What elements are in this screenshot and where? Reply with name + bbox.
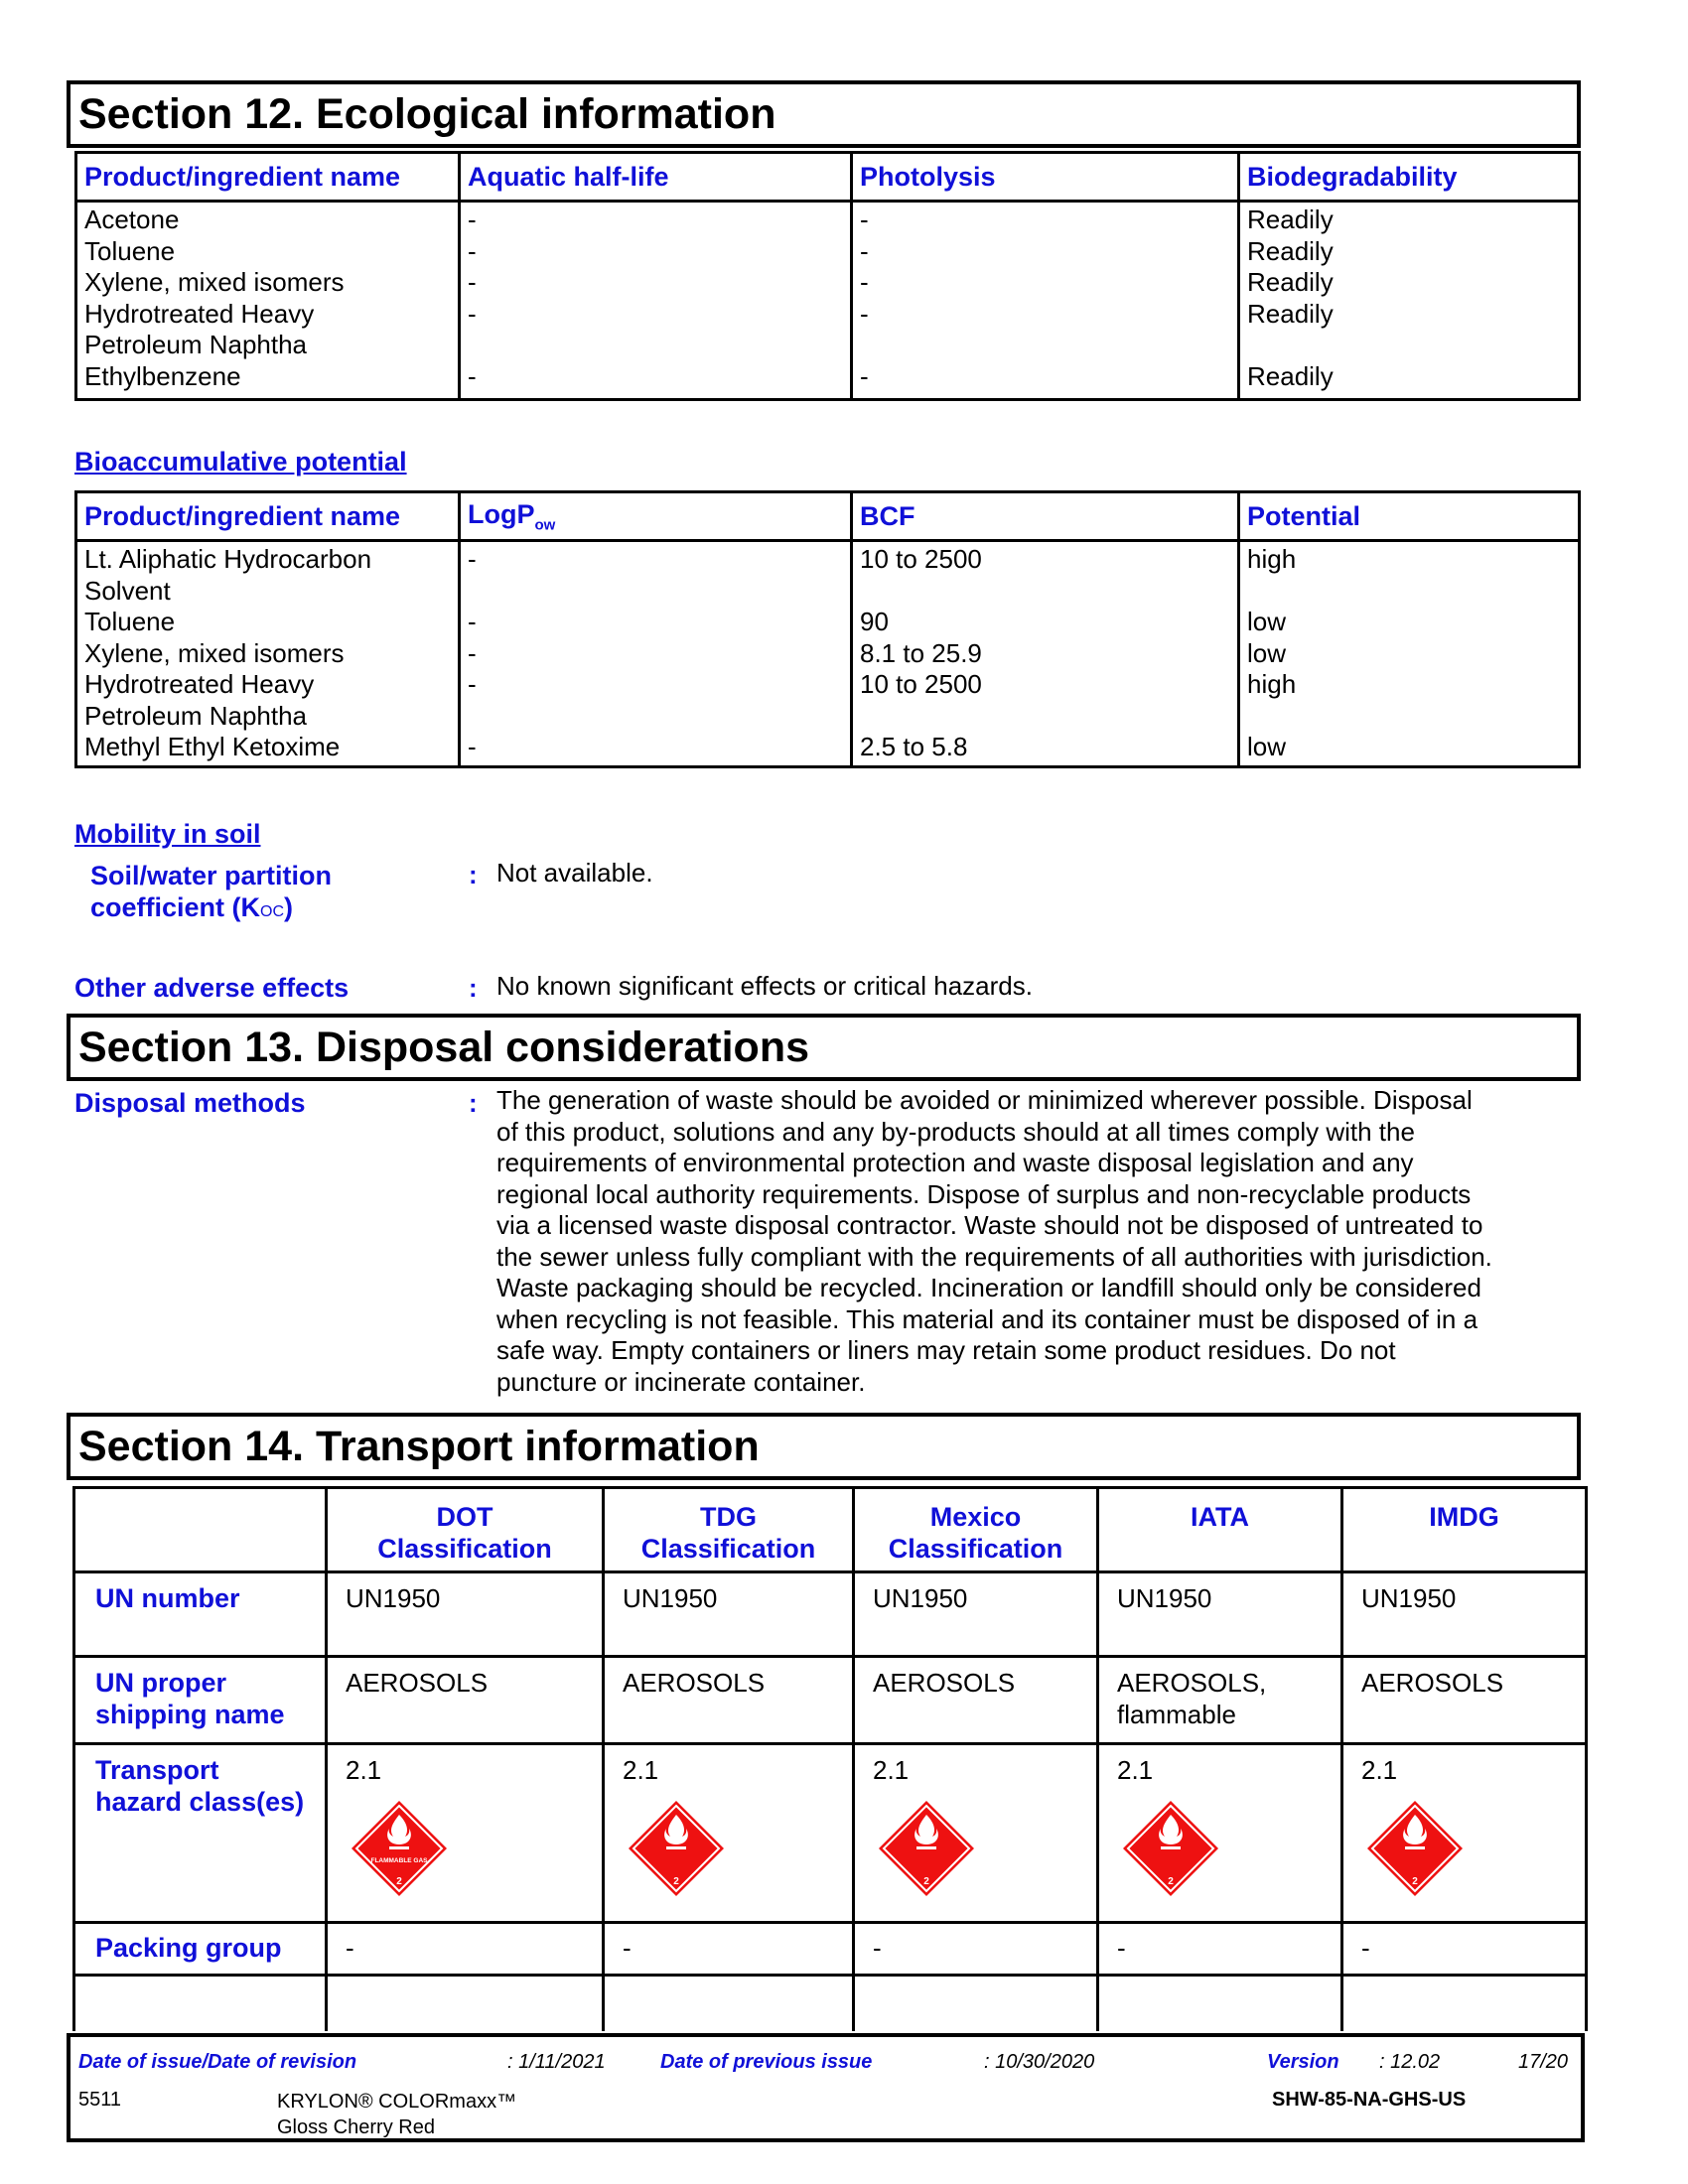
col-header-imdg bbox=[1342, 1488, 1587, 1572]
hazard-class-value: 2.1 bbox=[1361, 1755, 1398, 1785]
flammable-gas-placard-icon bbox=[1123, 1801, 1218, 1896]
potential-values bbox=[1239, 541, 1580, 767]
version-label: Version bbox=[1267, 2051, 1339, 2073]
row-label: UN number bbox=[74, 1572, 327, 1657]
soil-partition-value: Not available. bbox=[496, 858, 653, 887]
hazard-class-row bbox=[74, 1744, 1587, 1923]
label-line: hazard class(es) bbox=[95, 1786, 305, 1817]
cell: AEROSOLS bbox=[854, 1657, 1098, 1744]
cell: Hydrotreated Heavy Petroleum Naphtha bbox=[84, 298, 315, 359]
text-line: when recycling is not feasible. This material and its container must be disposed of in a bbox=[496, 1303, 1478, 1334]
cell: high bbox=[1247, 544, 1297, 574]
issue-date-label: Date of issue/Date of revision bbox=[78, 2051, 357, 2073]
transport-header-row bbox=[74, 1488, 1587, 1572]
cell bbox=[1342, 1744, 1587, 1923]
header-line: IMDG bbox=[1429, 1502, 1499, 1532]
text-line: requirements of environmental protection and waste disposal legislation and any bbox=[496, 1148, 1414, 1177]
text-line: The generation of waste should be avoided or minimized wherever possible. Disposal bbox=[496, 1085, 1473, 1115]
product-name-line: KRYLON® COLORmaxx™ bbox=[277, 2091, 517, 2113]
hazard-class-value: 2.1 bbox=[873, 1755, 910, 1785]
flammable-gas-placard-icon bbox=[352, 1801, 447, 1896]
un-number-row bbox=[74, 1572, 1587, 1657]
version-value: : 12.02 bbox=[1379, 2051, 1441, 2073]
cell bbox=[854, 1976, 1098, 2031]
hazard-class-value: 2.1 bbox=[623, 1755, 659, 1785]
page-footer bbox=[67, 2033, 1585, 2142]
cell bbox=[74, 1976, 327, 2031]
cell: AEROSOLS bbox=[327, 1657, 604, 1744]
col-header: Product/ingredient name bbox=[76, 492, 460, 541]
header-line: Mexico bbox=[929, 1502, 1022, 1532]
logp-subscript: ow bbox=[534, 516, 556, 534]
header-line: Classification bbox=[377, 1534, 552, 1564]
col-header: Product/ingredient name bbox=[76, 153, 460, 202]
col-header: BCF bbox=[852, 492, 1239, 541]
packing-group-row bbox=[74, 1923, 1587, 1976]
cell: UN1950 bbox=[1098, 1572, 1342, 1657]
bioaccumulative-table bbox=[74, 490, 1581, 768]
cell: Xylene, mixed isomers bbox=[84, 267, 345, 297]
cell: - bbox=[860, 205, 869, 234]
col-header: Biodegradability bbox=[1239, 153, 1580, 202]
cell: AEROSOLS bbox=[1342, 1657, 1587, 1744]
text-line: of this product, solutions and any by-products should at all times comply with the bbox=[496, 1116, 1415, 1147]
cell: Acetone bbox=[84, 205, 180, 234]
hazard-class-value: 2.1 bbox=[1117, 1755, 1154, 1785]
col-header-mexico bbox=[854, 1488, 1098, 1572]
empty-row bbox=[74, 1976, 1587, 2031]
cell: 10 to 2500 bbox=[860, 544, 982, 574]
cell: Xylene, mixed isomers bbox=[84, 637, 345, 668]
col-header-tdg bbox=[604, 1488, 854, 1572]
text-line: via a licensed waste disposal contractor. Waste should not be disposed of untreated to bbox=[496, 1210, 1483, 1240]
label-line: UN proper bbox=[95, 1668, 227, 1698]
col-header-dot bbox=[327, 1488, 604, 1572]
soil-label-subscript: OC bbox=[260, 903, 285, 920]
other-adverse-value: No known significant effects or critical hazards. bbox=[496, 971, 1033, 1001]
cell: - bbox=[854, 1923, 1098, 1976]
document-id: SHW-85-NA-GHS-US bbox=[1272, 2089, 1467, 2111]
cell bbox=[327, 1744, 604, 1923]
cell: - bbox=[468, 544, 477, 574]
logp-values bbox=[460, 541, 852, 767]
cell: low bbox=[1247, 732, 1287, 761]
product-code: 5511 bbox=[78, 2089, 122, 2111]
section-14-header bbox=[67, 1413, 1581, 1480]
cell bbox=[604, 1744, 854, 1923]
section-13-header bbox=[67, 1014, 1581, 1081]
colon: : bbox=[469, 973, 478, 1003]
cell: Toluene bbox=[84, 235, 176, 266]
colon: : bbox=[469, 1088, 478, 1118]
col-header bbox=[460, 492, 852, 541]
mobility-heading: Mobility in soil bbox=[74, 819, 261, 849]
cell: - bbox=[468, 298, 477, 329]
bcf-values bbox=[852, 541, 1239, 767]
aquatic-values bbox=[460, 202, 852, 400]
flammable-gas-placard-icon bbox=[629, 1801, 724, 1896]
cell: - bbox=[860, 235, 869, 266]
text-line: puncture or incinerate container. bbox=[496, 1366, 866, 1397]
cell: AEROSOLS, flammable bbox=[1098, 1657, 1342, 1744]
svg-text:FLAMMABLE GAS: FLAMMABLE GAS bbox=[370, 1856, 428, 1864]
ecological-table bbox=[74, 151, 1581, 401]
colon: : bbox=[469, 860, 478, 889]
cell: Readily bbox=[1247, 235, 1334, 266]
cell: UN1950 bbox=[327, 1572, 604, 1657]
cell: 10 to 2500 bbox=[860, 669, 982, 699]
cell bbox=[854, 1744, 1098, 1923]
cell: - bbox=[860, 360, 869, 391]
cell: UN1950 bbox=[1342, 1572, 1587, 1657]
bioaccumulative-heading: Bioaccumulative potential bbox=[74, 447, 407, 477]
cell: - bbox=[1098, 1923, 1342, 1976]
cell: low bbox=[1247, 607, 1287, 636]
row-label bbox=[74, 1657, 327, 1744]
shipping-name-row bbox=[74, 1657, 1587, 1744]
soil-label-text: coefficient (K bbox=[90, 892, 261, 922]
disposal-methods-text bbox=[496, 1085, 1492, 1398]
cell: - bbox=[468, 607, 477, 636]
cell: - bbox=[860, 267, 869, 297]
biodegradability-values bbox=[1239, 202, 1580, 400]
cell: - bbox=[468, 267, 477, 297]
text-line: regional local authority requirements. Dispose of surplus and non-recyclable products bbox=[496, 1178, 1472, 1209]
header-line: DOT bbox=[436, 1502, 493, 1532]
cell bbox=[1098, 1976, 1342, 2031]
cell: 2.5 to 5.8 bbox=[860, 732, 968, 761]
table-header-row bbox=[76, 492, 1580, 541]
logp-label: LogP bbox=[468, 498, 535, 529]
table-row bbox=[76, 541, 1580, 767]
transport-table bbox=[72, 1486, 1588, 2031]
soil-label-line1: Soil/water partition bbox=[90, 861, 333, 890]
header-line: IATA bbox=[1191, 1502, 1249, 1532]
hazard-class-value: 2.1 bbox=[346, 1755, 382, 1785]
text-line: Waste packaging should be recycled. Incineration or landfill should only be considered bbox=[496, 1273, 1481, 1302]
flammable-gas-placard-icon bbox=[879, 1801, 974, 1896]
cell bbox=[604, 1976, 854, 2031]
cell: Methyl Ethyl Ketoxime bbox=[84, 732, 341, 761]
cell: Readily bbox=[1247, 205, 1334, 234]
label-line: shipping name bbox=[95, 1699, 285, 1729]
section-13-title: Section 13. Disposal considerations bbox=[78, 1024, 809, 1071]
issue-date-value: : 1/11/2021 bbox=[507, 2051, 606, 2073]
previous-issue-label: Date of previous issue bbox=[660, 2051, 873, 2073]
disposal-methods-label: Disposal methods bbox=[74, 1088, 306, 1118]
cell: Toluene bbox=[84, 607, 176, 636]
soil-partition-label bbox=[90, 860, 332, 928]
col-header-iata bbox=[1098, 1488, 1342, 1572]
cell: - bbox=[468, 669, 477, 699]
cell: - bbox=[604, 1923, 854, 1976]
cell: 90 bbox=[860, 607, 889, 636]
product-name-line: Gloss Cherry Red bbox=[277, 2116, 435, 2138]
cell: - bbox=[327, 1923, 604, 1976]
previous-issue-value: : 10/30/2020 bbox=[984, 2051, 1095, 2073]
soil-label-line2 bbox=[90, 891, 332, 928]
col-header: Potential bbox=[1239, 492, 1580, 541]
cell: - bbox=[860, 298, 869, 329]
empty-header-cell bbox=[74, 1488, 327, 1572]
photolysis-values bbox=[852, 202, 1239, 400]
cell: Lt. Aliphatic Hydrocarbon Solvent bbox=[84, 544, 372, 606]
cell: - bbox=[468, 360, 477, 391]
header-line: TDG bbox=[700, 1502, 757, 1532]
cell: - bbox=[468, 637, 477, 668]
table-header-row bbox=[76, 153, 1580, 202]
cell: Readily bbox=[1247, 267, 1334, 297]
cell: - bbox=[468, 235, 477, 266]
table-row bbox=[76, 202, 1580, 400]
ingredient-names bbox=[76, 202, 460, 400]
header-line: Classification bbox=[640, 1534, 816, 1564]
page-number: 17/20 bbox=[1518, 2051, 1569, 2073]
section-12-header bbox=[67, 80, 1581, 148]
row-label: Packing group bbox=[74, 1923, 327, 1976]
soil-label-paren: ) bbox=[284, 892, 294, 922]
cell: 8.1 to 25.9 bbox=[860, 637, 982, 668]
section-12-title: Section 12. Ecological information bbox=[78, 90, 776, 138]
cell: AEROSOLS bbox=[604, 1657, 854, 1744]
label-line: Transport bbox=[95, 1755, 219, 1785]
cell: Readily bbox=[1247, 360, 1334, 391]
text-line: safe way. Empty containers or liners may retain some product residues. Do not bbox=[496, 1335, 1396, 1365]
cell bbox=[327, 1976, 604, 2031]
cell: UN1950 bbox=[854, 1572, 1098, 1657]
cell: high bbox=[1247, 669, 1297, 699]
cell: - bbox=[468, 205, 477, 234]
product-name bbox=[277, 2089, 516, 2140]
section-14-title: Section 14. Transport information bbox=[78, 1423, 760, 1470]
cell: low bbox=[1247, 637, 1287, 668]
cell: - bbox=[1342, 1923, 1587, 1976]
col-header: Photolysis bbox=[852, 153, 1239, 202]
col-header: Aquatic half-life bbox=[460, 153, 852, 202]
flammable-gas-placard-icon bbox=[1367, 1801, 1463, 1896]
cell bbox=[1342, 1976, 1587, 2031]
ingredient-names bbox=[76, 541, 460, 767]
cell: Hydrotreated Heavy Petroleum Naphtha bbox=[84, 669, 315, 731]
cell: UN1950 bbox=[604, 1572, 854, 1657]
other-adverse-label: Other adverse effects bbox=[74, 973, 350, 1003]
cell bbox=[1098, 1744, 1342, 1923]
cell: Ethylbenzene bbox=[84, 360, 241, 391]
cell: Readily bbox=[1247, 298, 1334, 329]
header-line: Classification bbox=[888, 1534, 1063, 1564]
row-label bbox=[74, 1744, 327, 1923]
cell: - bbox=[468, 732, 477, 761]
text-line: the sewer unless fully compliant with the requirements of all authorities with jurisdiction. bbox=[496, 1241, 1492, 1272]
